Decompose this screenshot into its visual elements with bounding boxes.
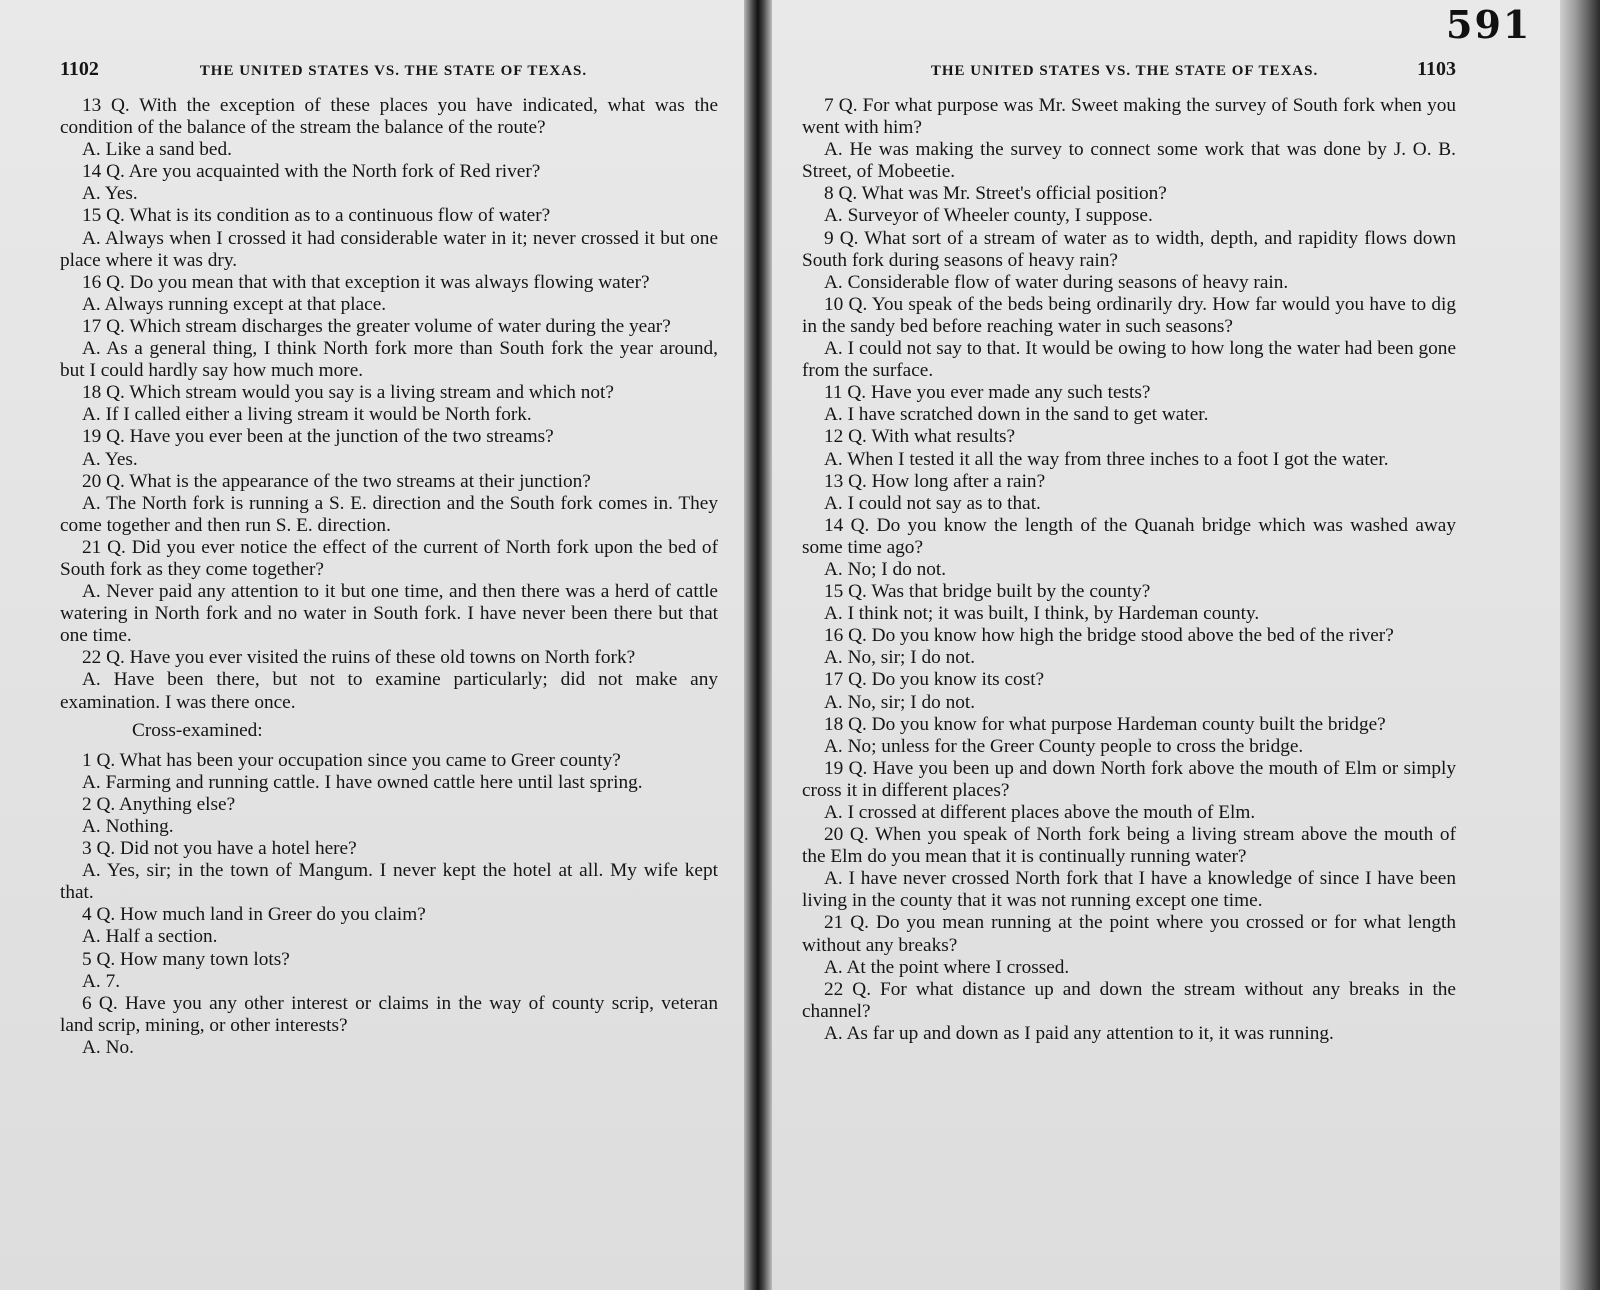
paragraph: 18 Q. Do you know for what purpose Hardeman county built the bridge?: [824, 713, 1386, 735]
paragraph: 6 Q. Have you any other interest or claims in the way of county scrip, veteran land scrip, mining, or other interests?: [60, 992, 718, 1036]
paragraph: A. Have been there, but not to examine particularly; did not make any examination. I was there once.: [60, 669, 718, 713]
paragraph: A. I could not say to that. It would be owing to how long the water had been gone from the surface.: [802, 338, 1456, 382]
left-page: [0, 0, 744, 1290]
paragraph: A. At the point where I crossed.: [824, 956, 1070, 978]
paragraph: A. As far up and down as I paid any attention to it, it was running.: [824, 1022, 1334, 1044]
paragraph: A. 7.: [82, 970, 121, 992]
paragraph: A. No; unless for the Greer County people to cross the bridge.: [824, 735, 1304, 757]
paragraph: 21 Q. Do you mean running at the point where you crossed or for what length without any breaks?: [802, 912, 1456, 956]
paragraph: A. No; I do not.: [824, 558, 947, 580]
paragraph: A. Farming and running cattle. I have owned cattle here until last spring.: [82, 771, 643, 793]
paragraph: 10 Q. You speak of the beds being ordinarily dry. How far would you have to dig in the sandy bed before reaching water in such seasons?: [802, 293, 1456, 337]
paragraph: A. I could not say as to that.: [824, 492, 1041, 514]
paragraph: 12 Q. With what results?: [824, 426, 1016, 448]
paragraph: 19 Q. Have you ever been at the junction of the two streams?: [82, 426, 554, 448]
paragraph: A. If I called either a living stream it would be North fork.: [82, 404, 532, 426]
paragraph: 13 Q. How long after a rain?: [824, 470, 1046, 492]
book-gutter: [744, 0, 772, 1290]
paragraph: A. Never paid any attention to it but one time, and then there was a herd of cattle watering in North fork and no water in South fork. I have never been there but that one time.: [60, 581, 718, 647]
paragraph: A. He was making the survey to connect some work that was done by J. O. B. Street, of Mobeetie.: [802, 139, 1456, 183]
paragraph: 20 Q. What is the appearance of the two streams at their junction?: [82, 470, 591, 492]
paragraph: A. When I tested it all the way from three inches to a foot I got the water.: [824, 448, 1389, 470]
paragraph: A. Considerable flow of water during seasons of heavy rain.: [824, 271, 1289, 293]
paragraph: A. No, sir; I do not.: [824, 691, 976, 713]
right-page: [772, 0, 1560, 1290]
paragraph: 18 Q. Which stream would you say is a living stream and which not?: [82, 382, 614, 404]
paragraph: 16 Q. Do you know how high the bridge stood above the bed of the river?: [824, 625, 1394, 647]
paragraph: A. I crossed at different places above the mouth of Elm.: [824, 802, 1256, 823]
paragraph: 17 Q. Do you know its cost?: [824, 669, 1045, 691]
cross-examined-heading: Cross-examined:: [132, 719, 263, 741]
left-page-number: 1102: [60, 58, 99, 80]
paragraph: 4 Q. How much land in Greer do you claim?: [82, 904, 426, 926]
paragraph: 20 Q. When you speak of North fork being a living stream above the mouth of the Elm do you mean that it is continually running water?: [802, 824, 1456, 868]
right-running-head: [802, 58, 1456, 81]
paragraph: 8 Q. What was Mr. Street's official position?: [824, 183, 1167, 205]
paragraph: A. Like a sand bed.: [82, 139, 232, 161]
paragraph: 2 Q. Anything else?: [82, 793, 236, 815]
paragraph: 21 Q. Did you ever notice the effect of the current of North fork upon the bed of South fork as they come together?: [60, 536, 718, 580]
paragraph: A. Surveyor of Wheeler county, I suppose.: [824, 205, 1153, 227]
paragraph: 1 Q. What has been your occupation since you came to Greer county?: [82, 749, 621, 771]
paragraph: 13 Q. With the exception of these places you have indicated, what was the condition of the balance of the stream the balance of the route?: [60, 95, 718, 139]
right-running-title: THE UNITED STATES VS. THE STATE OF TEXAS.: [930, 63, 1319, 79]
paragraph: 11 Q. Have you ever made any such tests?: [824, 382, 1151, 404]
paragraph: 7 Q. For what purpose was Mr. Sweet making the survey of South fork when you went with him?: [802, 95, 1456, 139]
paragraph: 22 Q. Have you ever visited the ruins of these old towns on North fork?: [82, 647, 636, 669]
paragraph: 3 Q. Did not you have a hotel here?: [82, 838, 357, 860]
paragraph: A. Always running except at that place.: [82, 293, 387, 315]
paragraph: A. The North fork is running a S. E. direction and the South fork comes in. They come together and then run S. E. direction.: [60, 492, 718, 536]
paragraph: 5 Q. How many town lots?: [82, 948, 290, 970]
paragraph: A. Always when I crossed it had considerable water in it; never crossed it but one place where it was dry.: [60, 227, 718, 271]
paragraph: A. Yes, sir; in the town of Mangum. I never kept the hotel at all. My wife kept that.: [60, 860, 718, 904]
right-page-number: 1103: [1417, 58, 1456, 80]
paragraph: A. Half a section.: [82, 926, 218, 948]
paragraph: 14 Q. Are you acquainted with the North fork of Red river?: [82, 161, 541, 183]
paragraph: 19 Q. Have you been up and down North fork above the mouth of Elm or simply cross it in different places?: [802, 757, 1456, 801]
paragraph: 22 Q. For what distance up and down the stream without any breaks in the channel?: [802, 978, 1456, 1022]
paragraph: A. I think not; it was built, I think, by Hardeman county.: [824, 603, 1260, 625]
stamp-number: 591: [1446, 2, 1532, 47]
left-running-head: [60, 58, 718, 81]
paragraph: A. I have scratched down in the sand to get water.: [824, 404, 1209, 426]
right-page-text: [802, 95, 1456, 1045]
paragraph: A. No.: [82, 1036, 134, 1058]
left-running-title: THE UNITED STATES VS. THE STATE OF TEXAS.: [199, 63, 588, 79]
paragraph: 14 Q. Do you know the length of the Quanah bridge which was washed away some time ago?: [802, 514, 1456, 558]
paragraph: A. I have never crossed North fork that I have a knowledge of since I have been living in the county that it was not running except one time.: [802, 868, 1456, 912]
paragraph: 9 Q. What sort of a stream of water as to width, depth, and rapidity flows down South fork during seasons of heavy rain?: [802, 227, 1456, 271]
left-page-text: [60, 95, 718, 1059]
paragraph: 15 Q. What is its condition as to a continuous flow of water?: [82, 205, 551, 227]
paragraph: A. Yes.: [82, 183, 138, 205]
paragraph: 17 Q. Which stream discharges the greater volume of water during the year?: [82, 315, 671, 337]
paragraph: 16 Q. Do you mean that with that exception it was always flowing water?: [82, 271, 650, 293]
paragraph: A. Yes.: [82, 448, 138, 470]
paragraph: A. No, sir; I do not.: [824, 647, 976, 669]
paragraph: A. Nothing.: [82, 816, 174, 837]
book-edge-shadow: [1560, 0, 1600, 1290]
paragraph: 15 Q. Was that bridge built by the county?: [824, 581, 1151, 603]
paragraph: A. As a general thing, I think North fork more than South fork the year around, but I could hardly say how much more.: [60, 338, 718, 382]
